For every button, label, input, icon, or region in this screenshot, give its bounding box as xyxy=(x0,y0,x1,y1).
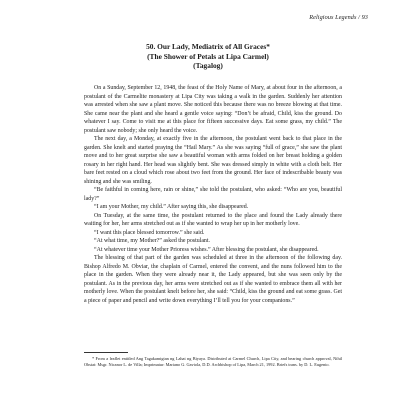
chapter-language: (Tagalog) xyxy=(193,61,223,71)
paragraph: The next day, a Monday, at exactly five in the afternoon, the postulant went back to that place in the garden. She knelt and started praying the “Hail Mary.” As she was saying “full of grace,” she saw the plant move and to her great surprise she saw a beautiful woman with arms folded on her breast holding a golden rosary in her right hand. Her head was slightly bent. She was dressed simply in white with a cloth belt. Her bare feet rested on a cloud which rose about two feet from the ground. Her face of indescribable beauty was shining and she was smiling. xyxy=(84,136,342,185)
chapter-subtitle: (The Shower of Petals at Lipa Carmel) xyxy=(147,51,269,61)
paragraph: “Be faithful in coming here, rain or shine,” she told the postulant, who asked: “Who are you, beautiful lady?” xyxy=(84,187,342,202)
paragraph: “At whatever time your Mother Prioress wishes.” After blessing the postulant, she disappeared. xyxy=(94,246,319,253)
footnote-divider xyxy=(84,352,128,353)
chapter-title-block xyxy=(0,42,416,71)
paragraph: “I am your Mother, my child.” After saying this, she disappeared. xyxy=(94,204,249,210)
paragraph: “At what time, my Mother?” asked the postulant. xyxy=(94,238,210,244)
paragraph: On Tuesday, at the same time, the postulant returned to the place and found the Lady already there waiting for her, her arms stretched out as if she wanted to wrap her up in her motherly love. xyxy=(84,212,342,227)
body-text xyxy=(84,84,342,305)
paragraph: The blessing of that part of the garden was scheduled at three in the afternoon of the following day. Bishop Alfredo M. Obviar, the chaplain of Carmel, entered the convent, and the nuns followed him to the place in the garden. When they were already near it, the Lady appeared, but she was seen only by the postulant. As in the previous day, her arms were stretched out as if she wanted to embrace them all with her motherly love. When the postulant knelt before her, she said: “Child, kiss the ground and eat some grass. Get a piece of paper and pencil and write down everything I’ll tell you for your companions.” xyxy=(84,255,342,304)
footnote: * From a leaflet entitled Ang Tagakamigtan ng Lahat ng Biyaya. Distributed at Carmel Church, Lipa City, and bearing church approval, Nihil Obstat: Msgr. Nicanor L. de Villa; Imprimatur: Mariano G. Gaviola, D.D. Archbishop of Lipa, March 21, 1992. Briefs trans. by D. L. Eugenio. xyxy=(84,356,342,367)
chapter-title: 50. Our Lady, Mediatrix of All Graces* xyxy=(146,42,270,51)
paragraph: “I want this place blessed tomorrow.” she said. xyxy=(94,229,205,236)
paragraph: On a Sunday, September 12, 1948, the feast of the Holy Name of Mary, at about four in the afternoon, a postulant of the Carmelite monastery at Lipa City was taking a walk in the garden. Suddenly her attention was arrested when she saw a plant move. She noticed this because there was no breeze blowing at that time. She came near the plant and she heard a gentle voice saying: “Don’t be afraid, Child, kiss the ground. Do whatever I say. Come to visit me at this place for fifteen successive days. Eat some grass, my child.” The postulant saw nobody; she only heard the voice. xyxy=(84,85,342,134)
running-head: Religious Legends / 93 xyxy=(309,14,368,21)
